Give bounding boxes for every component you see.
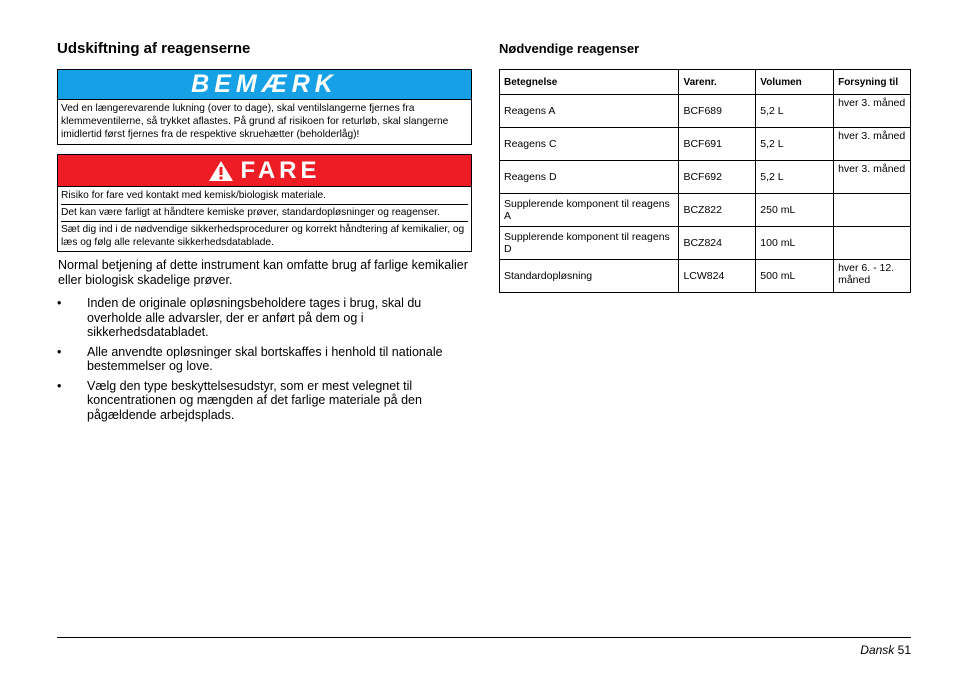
section-title: Udskiftning af reagenserne [57,40,251,57]
table-cell: 5,2 L [756,128,834,161]
table-cell: BCZ822 [679,194,756,227]
notice-text: Ved en længerevarende lukning (over to dage), skal ventilslangerne fjernes fra klemmeventilerne, så trykket aflastes. På grund af risikoen for returløb, skal slangerne imidlertid først fjernes fra de respektive skruehætter (beholderlåg)! [61,103,449,140]
bullet-list [57,296,472,422]
table-cell: Supplerende komponent til reagens A [500,194,679,227]
column-header: Varenr. [679,70,756,95]
table-cell: Reagens A [500,95,679,128]
notice-box [57,69,472,145]
table-cell: Reagens C [500,128,679,161]
bullet-icon: • [57,378,62,393]
table-cell: BCF689 [679,95,756,128]
table-cell: LCW824 [679,260,756,293]
notice-heading: BEMÆRK [58,70,471,100]
right-column [499,38,911,293]
table-cell: Standardopløsning [500,260,679,293]
table-cell [834,194,911,227]
reagent-table [499,69,911,293]
column-header: Volumen [756,70,834,95]
table-cell: Reagens D [500,161,679,194]
section-title: Nødvendige reagenser [499,41,640,56]
table-cell: hver 3. måned [834,161,911,194]
page-footer [860,643,911,657]
footer-language: Dansk [860,643,895,657]
danger-heading: FARE [240,156,321,184]
table-cell: BCF692 [679,161,756,194]
table-header-row [500,70,911,95]
column-header: Betegnelse [500,70,679,95]
table-cell: 5,2 L [756,95,834,128]
table-row [500,161,911,194]
table-row [500,95,911,128]
list-item: • Inden de originale opløsningsbeholdere tages i brug, skal du overholde alle advarsler, der er anført på dem og i sikkerhedsdatabladet. [57,296,422,339]
danger-box [57,154,472,252]
table-cell: Supplerende komponent til reagens D [500,227,679,260]
table-cell: 500 mL [756,260,834,293]
table-cell: hver 3. måned [834,95,911,128]
table-cell: hver 6. - 12. måned [834,260,911,293]
bullet-icon: • [57,296,62,310]
list-item: • Vælg den type beskyttelsesudstyr, som er mest velegnet til koncentrationen og mængden af det farlige materiale på den pågældende arbejdsplads. [57,378,422,422]
table-row [500,260,911,293]
table-row [500,227,911,260]
table-cell: hver 3. måned [834,128,911,161]
danger-paragraph: Det kan være farligt at håndtere kemiske prøver, standardopløsninger og reagenser. [61,205,468,222]
table-cell: 5,2 L [756,161,834,194]
danger-header [58,155,471,187]
table-row [500,128,911,161]
danger-paragraph: Risiko for fare ved kontakt med kemisk/biologisk materiale. [61,188,468,205]
table-cell: BCZ824 [679,227,756,260]
danger-paragraph: Sæt dig ind i de nødvendige sikkerhedsprocedurer og korrekt håndtering af kemikalier, og læs og følg alle relevante sikkerhedsdatablade. [61,224,465,248]
page-number: 51 [897,643,911,657]
footer-divider [57,637,911,638]
table-cell [834,227,911,260]
left-column [57,38,472,427]
table-cell: 100 mL [756,227,834,260]
warning-triangle-icon [208,160,234,182]
danger-text [58,187,471,251]
table-cell: BCF691 [679,128,756,161]
column-header: Forsyning til [834,70,911,95]
list-item: • Alle anvendte opløsninger skal bortskaffes i henhold til nationale bestemmelser og love. [57,344,443,373]
bullet-icon: • [57,344,62,359]
intro-paragraph: Normal betjening af dette instrument kan omfatte brug af farlige kemikalier eller biologisk skadelige prøver. [58,258,468,287]
table-cell: 250 mL [756,194,834,227]
table-row [500,194,911,227]
